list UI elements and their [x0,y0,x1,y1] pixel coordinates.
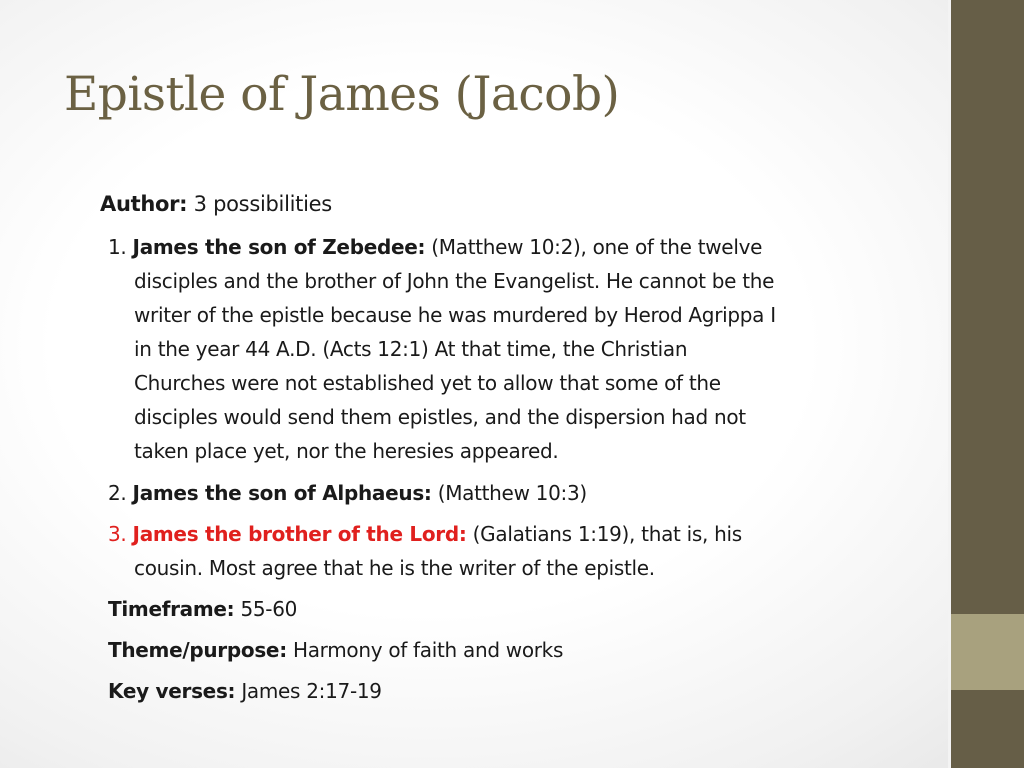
timeframe-label: Timeframe: [108,597,235,621]
right-bar-accent-block [951,614,1024,690]
author-value: 3 possibilities [193,192,332,216]
item-1-continuation-3: in the year 44 A.D. (Acts 12:1) At that time, the Christian [134,337,688,361]
item-2-number: 2. [108,481,127,505]
item-1-continuation-2: writer of the epistle because he was murdered by Herod Agrippa I [134,303,776,327]
key-verses-label: Key verses: [108,679,236,703]
timeframe-value: 55-60 [240,597,298,621]
item-2-heading: James the son of Alphaeus: [132,481,432,505]
author-label: Author: [100,192,188,216]
item-3-heading: James the brother of the Lord: [132,522,467,546]
theme-label: Theme/purpose: [108,638,287,662]
list-item-3 [108,517,908,585]
theme-line [108,633,563,667]
item-1-first-line: (Matthew 10:2), one of the twelve [431,235,763,259]
list-item-1 [108,230,908,468]
theme-value: Harmony of faith and works [292,638,564,662]
item-1-continuation-4: Churches were not established yet to allow that some of the [134,371,721,395]
item-2-first-line: (Matthew 10:3) [437,481,587,505]
author-line [100,187,332,221]
item-1-continuation-1: disciples and the brother of John the Evangelist. He cannot be the [134,269,775,293]
item-1-continuation-5: disciples would send them epistles, and the dispersion had not [134,405,746,429]
slide-title: Epistle of James (Jacob) [64,67,620,122]
key-verses-value: James 2:17-19 [241,679,382,703]
timeframe-line [108,592,297,626]
item-3-number: 3. [108,522,127,546]
item-1-heading: James the son of Zebedee: [132,235,426,259]
key-verses-line [108,674,382,708]
item-3-first-line: (Galatians 1:19), that is, his [472,522,742,546]
item-1-number: 1. [108,235,127,259]
list-item-2 [108,476,908,510]
item-1-continuation-6: taken place yet, nor the heresies appeared. [134,439,559,463]
item-3-continuation-1: cousin. Most agree that he is the writer of the epistle. [134,556,655,580]
